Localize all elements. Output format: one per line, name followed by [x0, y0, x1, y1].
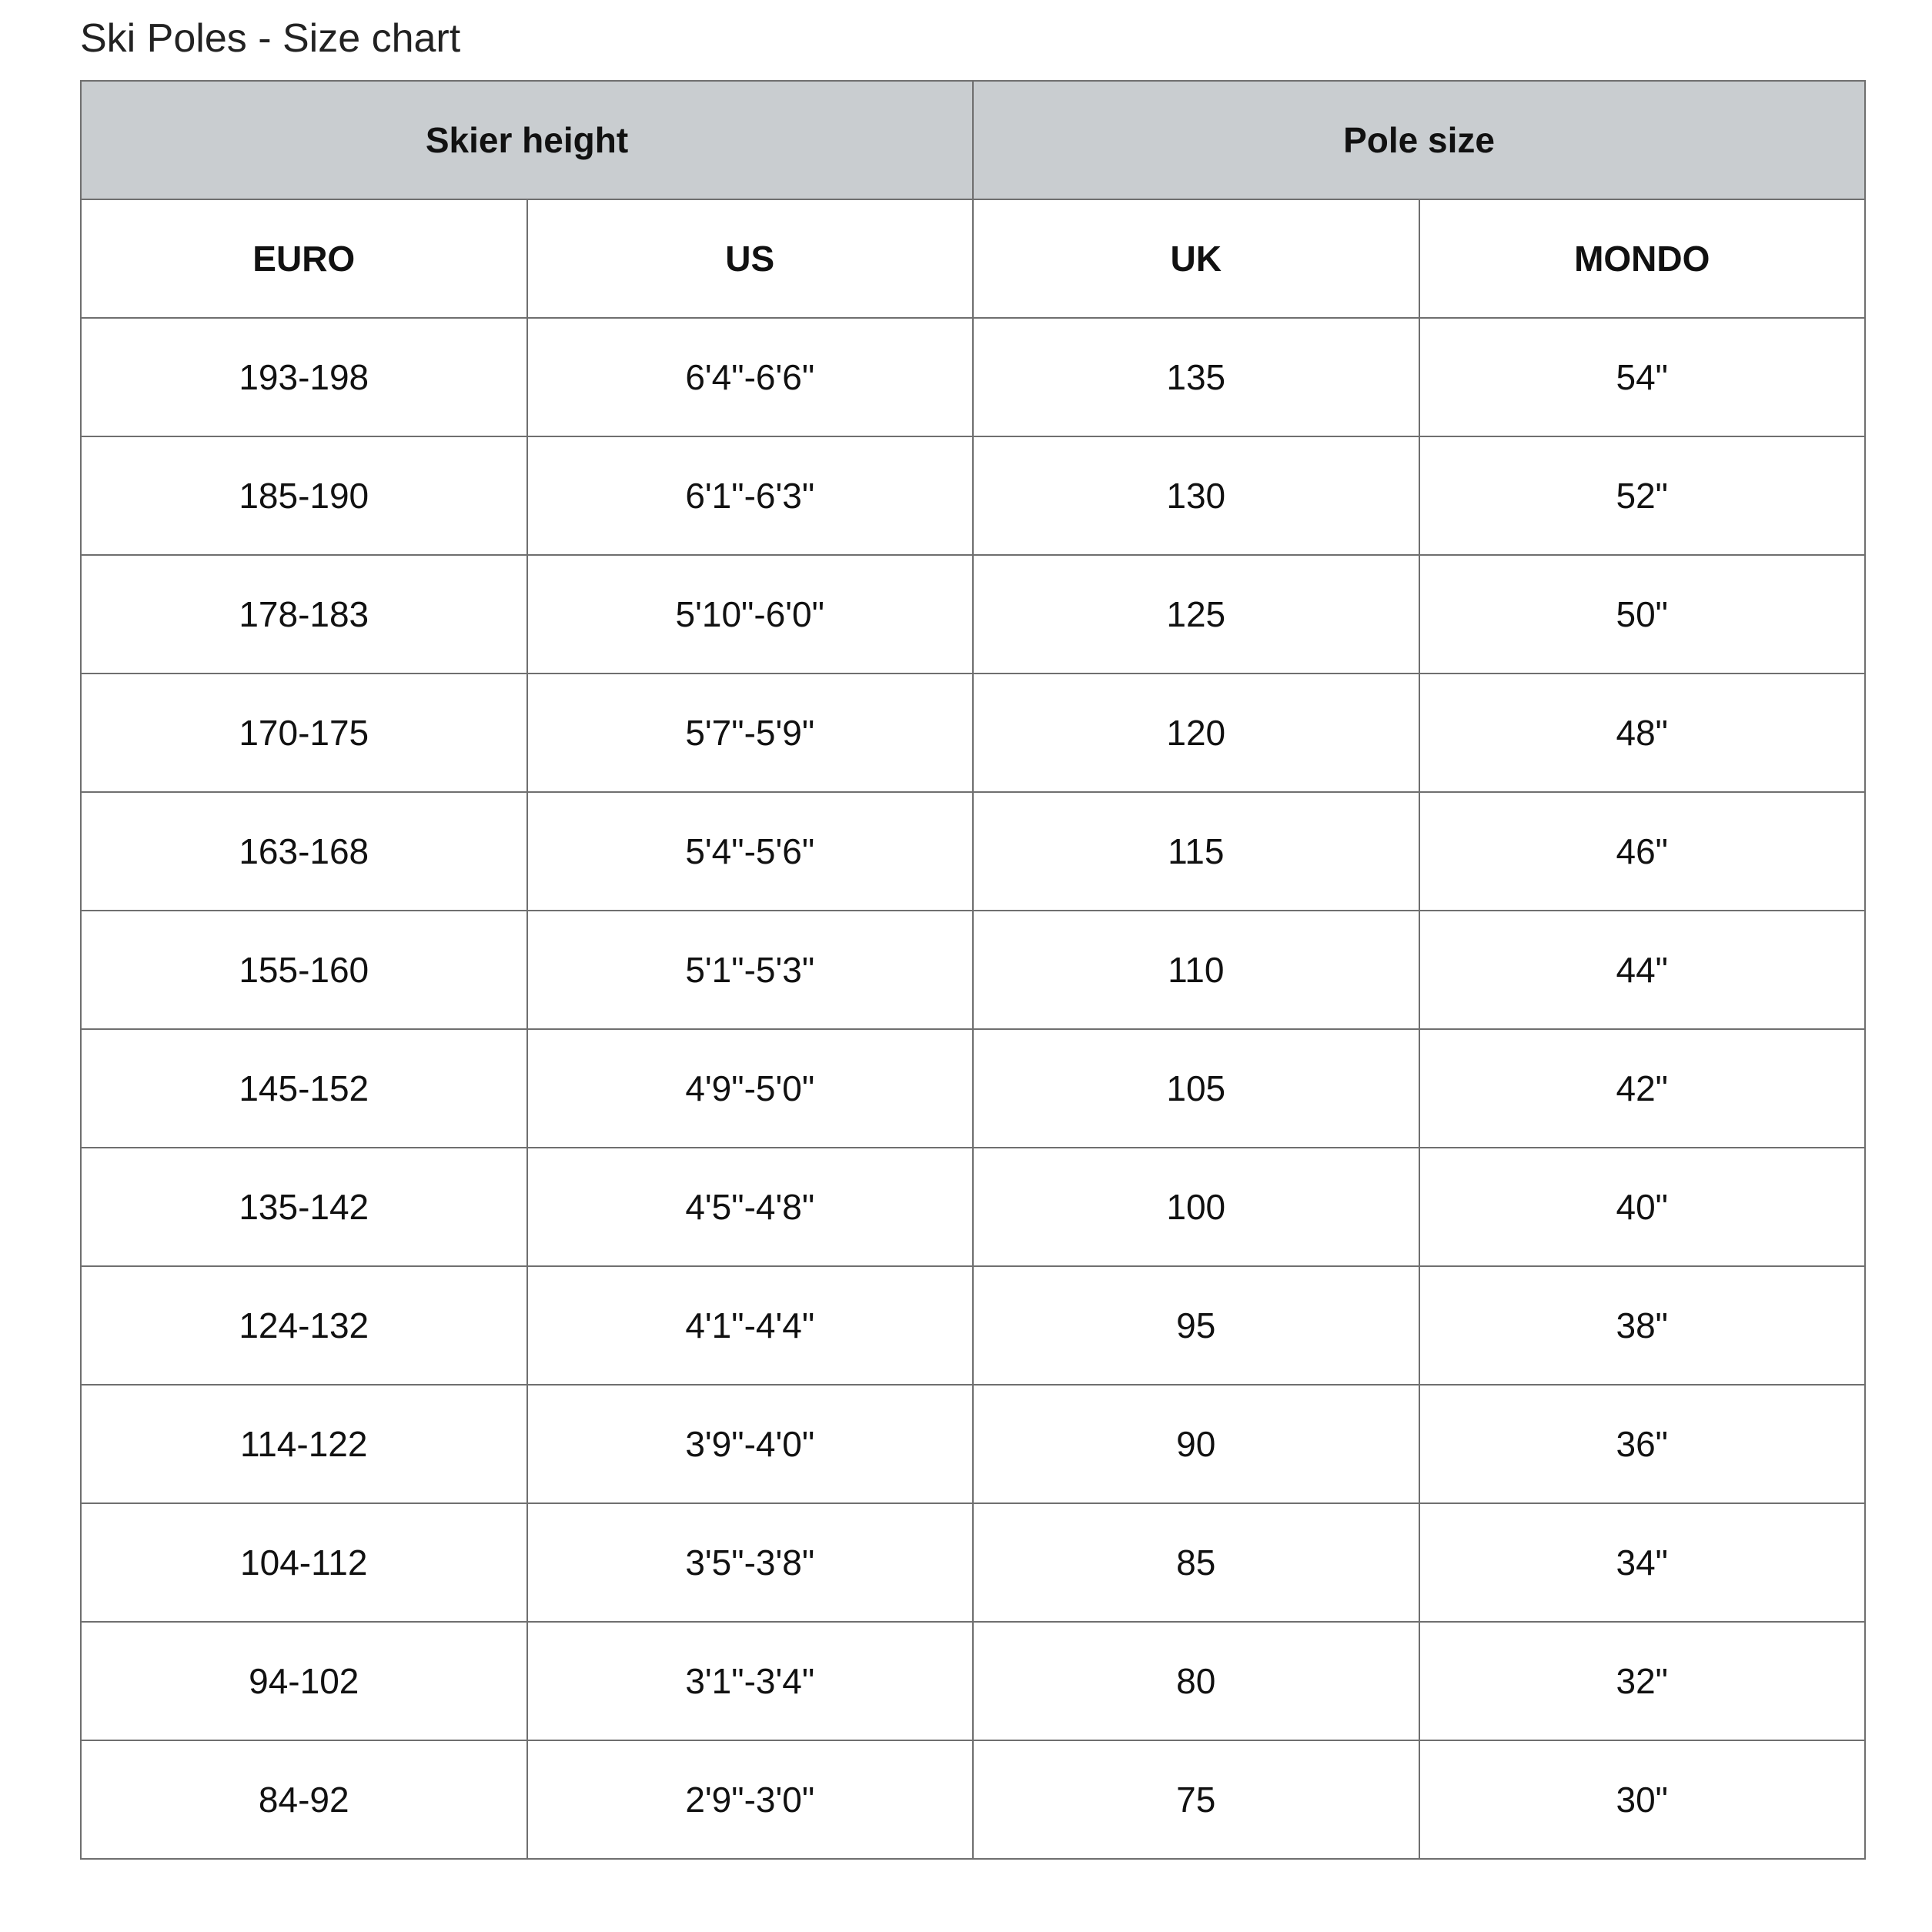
cell-mondo: 52": [1419, 436, 1866, 555]
cell-mondo: 36": [1419, 1385, 1866, 1503]
cell-us: 4'9"-5'0": [527, 1029, 974, 1148]
cell-us: 3'9"-4'0": [527, 1385, 974, 1503]
cell-uk: 135: [973, 318, 1419, 436]
cell-euro: 114-122: [81, 1385, 527, 1503]
cell-mondo: 34": [1419, 1503, 1866, 1622]
cell-us: 5'1"-5'3": [527, 911, 974, 1029]
group-header-row: [81, 81, 1865, 199]
group-header-pole-size: Pole size: [973, 81, 1865, 199]
cell-mondo: 40": [1419, 1148, 1866, 1266]
cell-uk: 115: [973, 792, 1419, 911]
cell-euro: 185-190: [81, 436, 527, 555]
table-row: [81, 1029, 1865, 1148]
cell-us: 2'9"-3'0": [527, 1740, 974, 1859]
cell-us: 3'5"-3'8": [527, 1503, 974, 1622]
cell-euro: 170-175: [81, 674, 527, 792]
cell-mondo: 54": [1419, 318, 1866, 436]
cell-uk: 90: [973, 1385, 1419, 1503]
table-row: [81, 1740, 1865, 1859]
cell-mondo: 38": [1419, 1266, 1866, 1385]
cell-uk: 100: [973, 1148, 1419, 1266]
cell-euro: 135-142: [81, 1148, 527, 1266]
cell-euro: 145-152: [81, 1029, 527, 1148]
cell-euro: 155-160: [81, 911, 527, 1029]
cell-uk: 75: [973, 1740, 1419, 1859]
table-row: [81, 1385, 1865, 1503]
size-chart-table: [80, 80, 1866, 1860]
cell-mondo: 30": [1419, 1740, 1866, 1859]
cell-us: 4'5"-4'8": [527, 1148, 974, 1266]
cell-mondo: 46": [1419, 792, 1866, 911]
cell-us: 3'1"-3'4": [527, 1622, 974, 1740]
cell-uk: 80: [973, 1622, 1419, 1740]
cell-uk: 125: [973, 555, 1419, 674]
column-header-uk: UK: [973, 199, 1419, 318]
table-row: [81, 674, 1865, 792]
column-header-row: [81, 199, 1865, 318]
cell-euro: 84-92: [81, 1740, 527, 1859]
column-header-mondo: MONDO: [1419, 199, 1866, 318]
cell-us: 4'1"-4'4": [527, 1266, 974, 1385]
table-row: [81, 318, 1865, 436]
cell-mondo: 48": [1419, 674, 1866, 792]
cell-euro: 193-198: [81, 318, 527, 436]
column-header-us: US: [527, 199, 974, 318]
table-row: [81, 911, 1865, 1029]
cell-mondo: 50": [1419, 555, 1866, 674]
cell-euro: 94-102: [81, 1622, 527, 1740]
table-row: [81, 792, 1865, 911]
cell-mondo: 42": [1419, 1029, 1866, 1148]
cell-mondo: 32": [1419, 1622, 1866, 1740]
cell-uk: 85: [973, 1503, 1419, 1622]
table-row: [81, 1266, 1865, 1385]
cell-uk: 110: [973, 911, 1419, 1029]
cell-uk: 120: [973, 674, 1419, 792]
cell-us: 6'1"-6'3": [527, 436, 974, 555]
table-row: [81, 555, 1865, 674]
table-row: [81, 1622, 1865, 1740]
table-body: [81, 318, 1865, 1859]
cell-us: 5'7"-5'9": [527, 674, 974, 792]
page-title: Ski Poles - Size chart: [80, 16, 461, 61]
cell-us: 6'4"-6'6": [527, 318, 974, 436]
table-row: [81, 1503, 1865, 1622]
cell-uk: 130: [973, 436, 1419, 555]
cell-us: 5'10"-6'0": [527, 555, 974, 674]
cell-mondo: 44": [1419, 911, 1866, 1029]
cell-euro: 178-183: [81, 555, 527, 674]
cell-uk: 95: [973, 1266, 1419, 1385]
table-row: [81, 436, 1865, 555]
table-row: [81, 1148, 1865, 1266]
cell-uk: 105: [973, 1029, 1419, 1148]
group-header-skier-height: Skier height: [81, 81, 973, 199]
column-header-euro: EURO: [81, 199, 527, 318]
cell-euro: 104-112: [81, 1503, 527, 1622]
cell-euro: 163-168: [81, 792, 527, 911]
cell-us: 5'4"-5'6": [527, 792, 974, 911]
cell-euro: 124-132: [81, 1266, 527, 1385]
